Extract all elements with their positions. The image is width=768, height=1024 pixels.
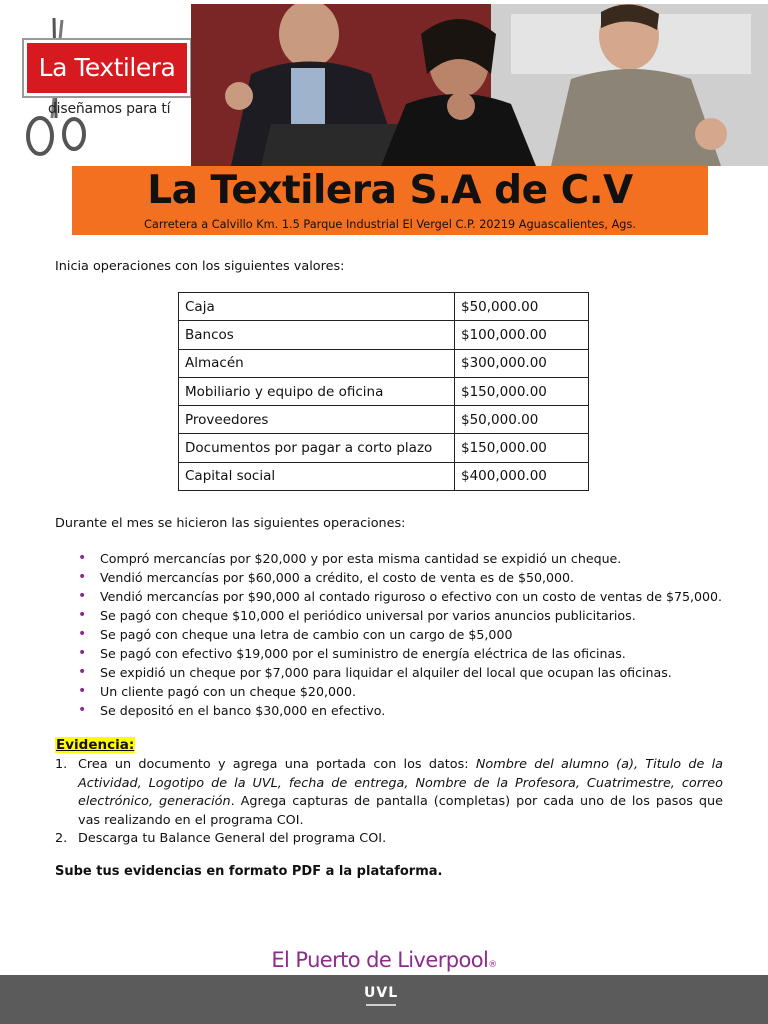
account-name: Mobiliario y equipo de oficina [179, 377, 455, 405]
list-item [78, 663, 722, 682]
uvl-logo-underline [366, 1004, 396, 1006]
account-amount: $100,000.00 [455, 321, 589, 349]
table-row [179, 462, 589, 490]
table-row [179, 377, 589, 405]
list-item [78, 549, 722, 568]
table-row [179, 406, 589, 434]
final-instruction: Sube tus evidencias en formato PDF a la plataforma. [55, 864, 443, 879]
bullet-icon: • [78, 664, 87, 680]
operations-intro: Durante el mes se hicieron las siguientes operaciones: [55, 516, 406, 531]
list-item [78, 606, 722, 625]
account-amount: $400,000.00 [455, 462, 589, 490]
account-name: Almacén [179, 349, 455, 377]
operation-text: Se pagó con efectivo $19,000 por el suministro de energía eléctrica de las oficinas. [100, 646, 626, 661]
evidence-text: Crea un documento y agrega una portada con los datos: [78, 757, 476, 772]
company-title: La Textilera S.A de C.V [147, 168, 633, 213]
bullet-icon: • [78, 645, 87, 661]
header-team-photo [191, 4, 768, 166]
list-item [78, 625, 722, 644]
account-name: Documentos por pagar a corto plazo [179, 434, 455, 462]
account-amount: $50,000.00 [455, 406, 589, 434]
list-number: 1. [55, 757, 68, 772]
bullet-icon: • [78, 588, 87, 604]
operation-text: Se pagó con cheque $10,000 el periódico universal por varios anuncios publicitarios. [100, 608, 636, 623]
logo-slogan: diseñamos para tí [48, 101, 171, 117]
bullet-icon: • [78, 683, 87, 699]
operation-text: Se pagó con cheque una letra de cambio con un cargo de $5,000 [100, 627, 513, 642]
account-name: Proveedores [179, 406, 455, 434]
uvl-logo: UVL [364, 985, 399, 1001]
evidence-heading: Evidencia: [56, 737, 135, 753]
account-amount: $50,000.00 [455, 293, 589, 321]
liverpool-wordmark: El Puerto de Liverpool [271, 948, 489, 972]
table-row [179, 349, 589, 377]
company-address: Carretera a Calvillo Km. 1.5 Parque Industrial El Vergel C.P. 20219 Aguascalientes, Ags. [144, 218, 636, 231]
table-row [179, 293, 589, 321]
bullet-icon: • [78, 607, 87, 623]
account-name: Caja [179, 293, 455, 321]
operation-text: Un cliente pagó con un cheque $20,000. [100, 684, 357, 699]
operation-text: Compró mercancías por $20,000 y por esta misma cantidad se expidió un cheque. [100, 551, 622, 566]
registered-mark: ® [488, 960, 497, 970]
bullet-icon: • [78, 569, 87, 585]
evidence-text: Descarga tu Balance General del programa COI. [78, 831, 387, 847]
list-item [55, 756, 723, 830]
list-item [78, 682, 722, 701]
list-item [78, 568, 722, 587]
account-amount: $150,000.00 [455, 434, 589, 462]
list-item [78, 644, 722, 663]
account-name: Capital social [179, 462, 455, 490]
account-name: Bancos [179, 321, 455, 349]
table-row [179, 434, 589, 462]
list-item [78, 701, 722, 720]
company-logo [12, 10, 188, 160]
account-amount: $300,000.00 [455, 349, 589, 377]
intro-text: Inicia operaciones con los siguientes valores: [55, 259, 345, 274]
operation-text: Vendió mercancías por $60,000 a crédito, el costo de venta es de $50,000. [100, 570, 575, 585]
list-number: 2. [55, 831, 68, 847]
opening-balances-table [178, 292, 589, 491]
operations-list [78, 549, 722, 720]
list-item [55, 830, 723, 849]
logo-wordmark: La Textilera [24, 40, 190, 96]
evidence-cover-fields: Nombre del alumno (a), Titulo de la Actividad, Logotipo de la UVL, fecha de entrega, Nombre de la Profesora, Cuatrimestre, correo electrónico, generación [78, 757, 723, 810]
bullet-icon: • [78, 626, 87, 642]
evidence-text-end: . Agrega capturas de pantalla (completas) por cada uno de los pasos que vas realizando en el programa COI. [78, 794, 723, 828]
table-row [179, 321, 589, 349]
account-amount: $150,000.00 [455, 377, 589, 405]
liverpool-logo [0, 948, 768, 972]
evidence-list [55, 756, 723, 849]
operation-text: Se depositó en el banco $30,000 en efectivo. [100, 703, 386, 718]
bullet-icon: • [78, 702, 87, 718]
operation-text: Se expidió un cheque por $7,000 para liquidar el alquiler del local que ocupan las oficinas. [100, 665, 672, 680]
list-item [78, 587, 722, 606]
bullet-icon: • [78, 550, 87, 566]
operation-text: Vendió mercancías por $90,000 al contado riguroso o efectivo con un costo de ventas de $75,000. [100, 589, 723, 604]
company-title-bar [72, 166, 708, 235]
